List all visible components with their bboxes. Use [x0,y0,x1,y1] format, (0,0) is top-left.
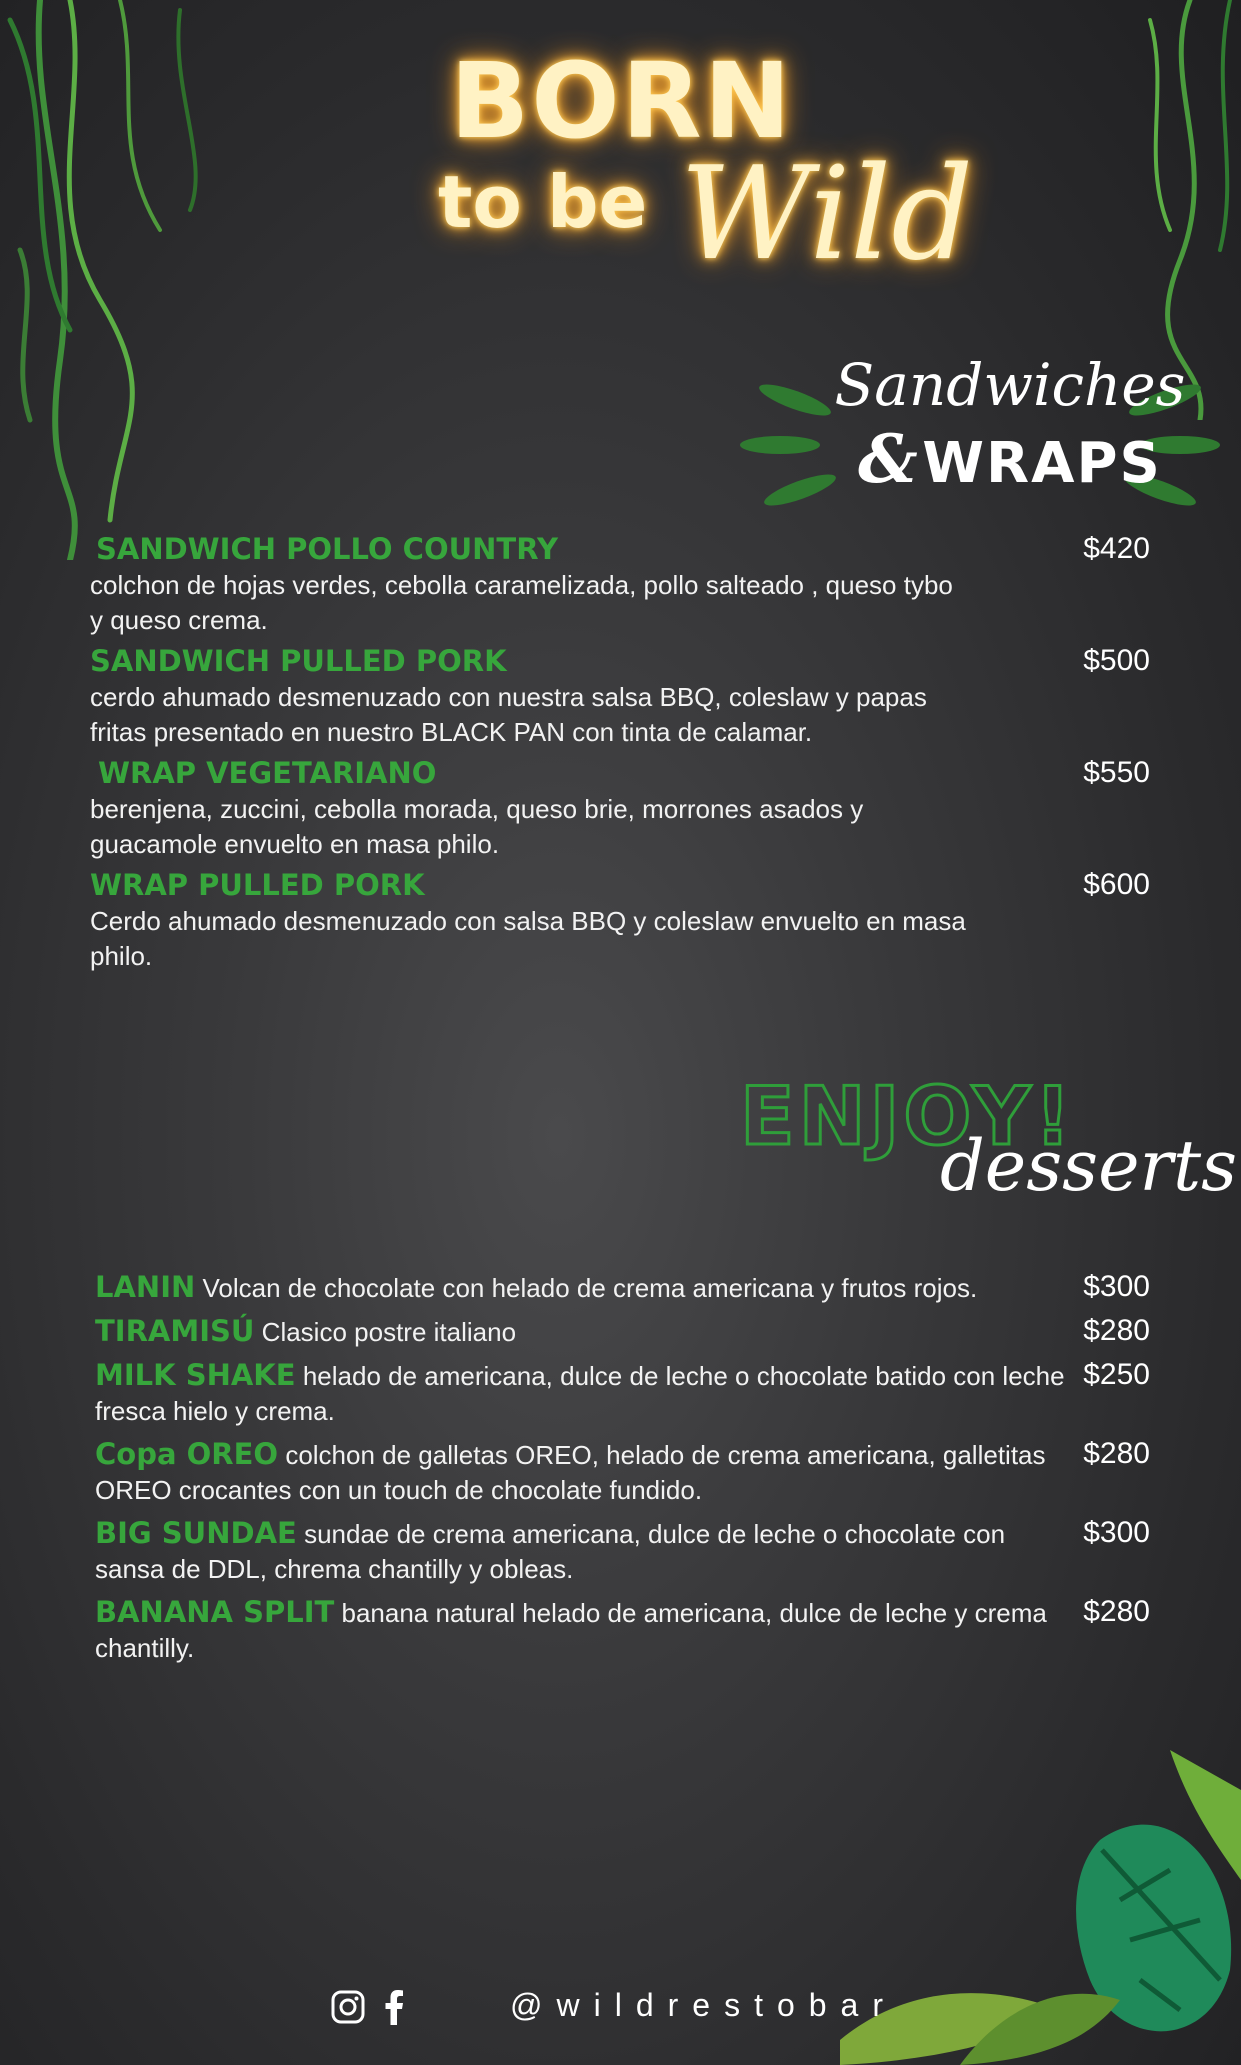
menu-item-price: $550 [1083,756,1150,789]
menu-item [90,866,1150,974]
menu-item [90,530,1150,638]
sandwiches-heading-amp: & [858,420,918,498]
vine-left-decoration [0,0,300,560]
social-footer [330,1985,1030,2035]
brand-logo [430,40,974,300]
dessert-item [95,1270,1150,1306]
dessert-item-name: LANIN [95,1270,196,1304]
dessert-item-name: Copa OREO [95,1437,279,1471]
logo-tobe-text: to be [438,160,648,244]
logo-wild-text: Wild [680,140,974,289]
menu-item-description: cerdo ahumado desmenuzado con nuestra salsa BBQ, coleslaw y papas fritas presentado en nuestro BLACK PAN con tinta de calamar. [90,682,927,747]
dessert-item-name: BIG SUNDAE [95,1516,297,1550]
dessert-item-price: $280 [1083,1437,1150,1470]
sandwiches-list [90,530,1150,978]
menu-item-price: $500 [1083,644,1150,677]
menu-item-price: $600 [1083,868,1150,901]
dessert-item-description: Volcan de chocolate con helado de crema americana y frutos rojos. [202,1273,978,1303]
menu-item-name: WRAP PULLED PORK [90,868,425,902]
social-handle[interactable]: @wildrestobar [510,1987,897,2023]
menu-item-description: colchon de hojas verdes, cebolla caramelizada, pollo salteado , queso tybo y queso crema. [90,570,953,635]
menu-item [90,642,1150,750]
dessert-item-price: $300 [1083,1516,1150,1549]
dessert-item-price: $300 [1083,1270,1150,1303]
dessert-item-description: helado de americana, dulce de leche o chocolate batido con leche fresca hielo y crema. [95,1361,1065,1426]
menu-item-price: $420 [1083,532,1150,565]
menu-item [90,754,1150,862]
desserts-heading-script: desserts [940,1125,1238,1207]
dessert-item [95,1516,1150,1587]
sandwiches-heading [820,350,1200,498]
sandwiches-heading-bold: WRAPS [922,431,1162,496]
dessert-item [95,1314,1150,1350]
dessert-item [95,1358,1150,1429]
dessert-item-description: colchon de galletas OREO, helado de crema americana, galletitas OREO crocantes con un touch de chocolate fundido. [95,1440,1046,1505]
dessert-item-price: $280 [1083,1595,1150,1628]
dessert-item-price: $280 [1083,1314,1150,1347]
logo-born-text: BORN [450,40,793,162]
dessert-item-price: $250 [1083,1358,1150,1391]
dessert-item-description: banana natural helado de americana, dulce de leche y crema chantilly. [95,1598,1047,1663]
dessert-item-name: MILK SHAKE [95,1358,296,1392]
desserts-list [95,1270,1150,1674]
dessert-item-name: BANANA SPLIT [95,1595,335,1629]
dessert-item-name: TIRAMISÚ [95,1314,255,1348]
menu-item-name: SANDWICH PULLED PORK [90,644,507,678]
desserts-heading-enjoy: ENJOY! [740,1070,1075,1163]
menu-item-name: SANDWICH POLLO COUNTRY [96,532,558,566]
instagram-icon[interactable] [330,1989,366,2025]
dessert-item [95,1437,1150,1508]
dessert-item [95,1595,1150,1666]
dessert-item-description: Clasico postre italiano [261,1317,517,1347]
dessert-item-description: sundae de crema americana, dulce de leche o chocolate con sansa de DDL, chrema chantilly y obleas. [95,1519,1006,1584]
facebook-icon[interactable] [382,1989,406,2025]
menu-item-description: berenjena, zuccini, cebolla morada, queso brie, morrones asados y guacamole envuelto en masa philo. [90,794,864,859]
sandwiches-heading-script: Sandwiches [834,351,1186,419]
menu-item-name: WRAP VEGETARIANO [98,756,437,790]
menu-item-description: Cerdo ahumado desmenuzado con salsa BBQ y coleslaw envuelto en masa philo. [90,906,966,971]
